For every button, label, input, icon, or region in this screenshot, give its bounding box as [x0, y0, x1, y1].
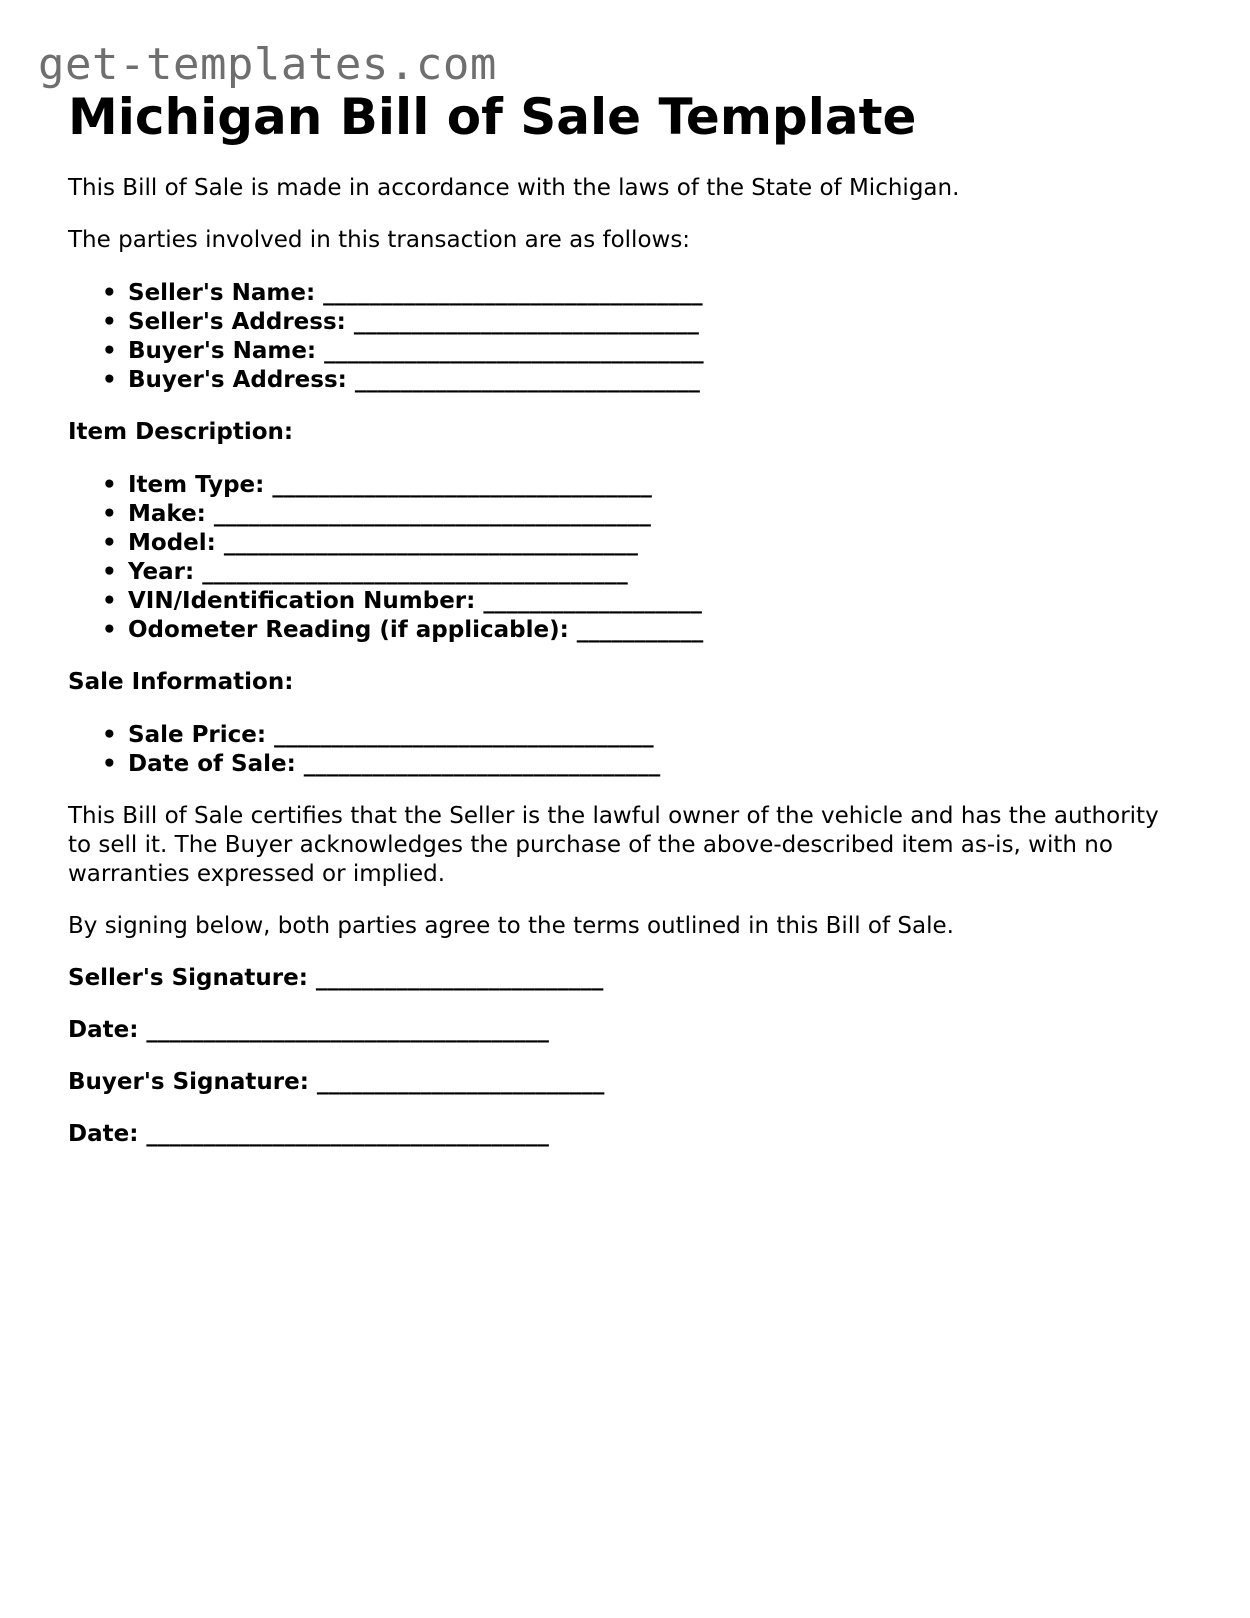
sale-list [68, 721, 1188, 779]
seller-name-field: • Seller's Name: _________________________________ [128, 279, 1188, 308]
seller-date-line: Date: ___________________________________ [68, 1017, 549, 1043]
watermark: get-templates.com [38, 39, 497, 90]
buyer-address-field: • Buyer's Address: ______________________________ [128, 366, 1188, 395]
parties-intro: The parties involved in this transaction are as follows: [68, 227, 691, 253]
intro-paragraph: This Bill of Sale is made in accordance with the laws of the State of Michigan. [68, 175, 960, 201]
sale-information-heading: Sale Information: [68, 669, 294, 695]
certification-paragraph: This Bill of Sale certifies that the Seller is the lawful owner of the vehicle and has the authority to sell it. The Buyer acknowledges the purchase of the above-described item as-is, with no warranties expressed or implied. [68, 803, 1159, 887]
date-of-sale-field: • Date of Sale: _______________________________ [128, 750, 1188, 779]
buyer-name-field: • Buyer's Name: _________________________________ [128, 337, 1188, 366]
item-list [68, 471, 1188, 645]
item-type-field: • Item Type: _________________________________ [128, 471, 1188, 500]
seller-signature-line: Seller's Signature: _________________________ [68, 965, 604, 991]
vin-field: • VIN/Identification Number: ___________________ [128, 587, 1188, 616]
document [68, 86, 1188, 1149]
year-field: • Year: _____________________________________ [128, 558, 1188, 587]
parties-list [68, 279, 1188, 395]
make-field: • Make: ______________________________________ [128, 500, 1188, 529]
model-field: • Model: ____________________________________ [128, 529, 1188, 558]
document-title: Michigan Bill of Sale Template [68, 88, 917, 146]
odometer-field: • Odometer Reading (if applicable): ___________ [128, 616, 1188, 645]
sale-price-field: • Sale Price: _________________________________ [128, 721, 1188, 750]
buyer-date-line: Date: ___________________________________ [68, 1121, 549, 1147]
agreement-paragraph: By signing below, both parties agree to the terms outlined in this Bill of Sale. [68, 913, 954, 939]
seller-address-field: • Seller's Address: ______________________________ [128, 308, 1188, 337]
buyer-signature-line: Buyer's Signature: _________________________ [68, 1069, 605, 1095]
item-description-heading: Item Description: [68, 419, 294, 445]
